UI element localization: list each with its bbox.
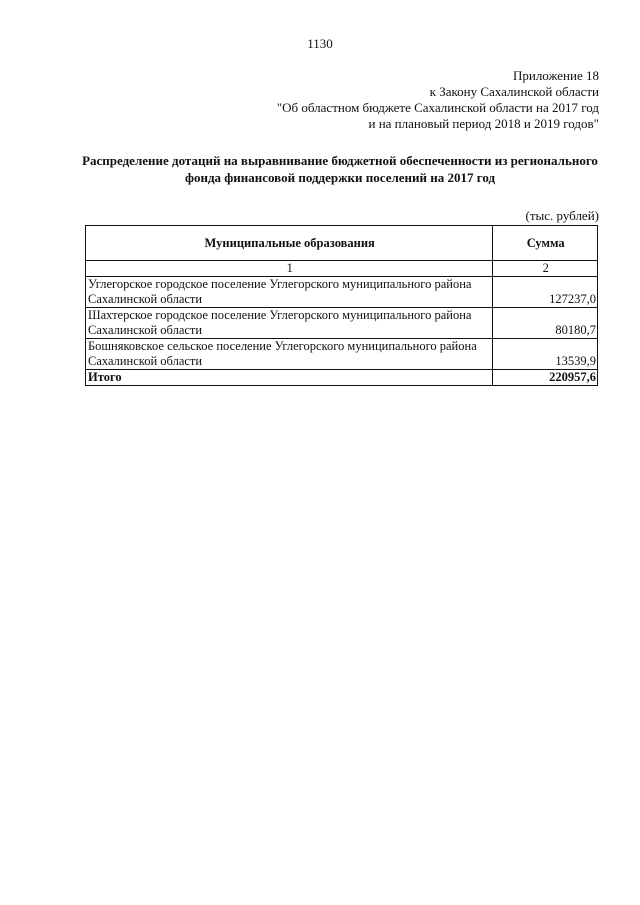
- municipality-name-line-1: Бошняковское сельское поселение Углегорского муниципального района: [88, 339, 477, 353]
- column-number-row: [86, 261, 598, 277]
- table-row: [86, 277, 598, 308]
- page-number: 1130: [307, 36, 333, 51]
- subsidy-table: [85, 225, 598, 386]
- municipality-name: [86, 308, 493, 339]
- header-sum: Сумма: [493, 226, 598, 261]
- municipality-name-line-2: Сахалинской области: [88, 323, 203, 337]
- header-municipalities: Муниципальные образования: [86, 226, 493, 261]
- table-row: [86, 339, 598, 370]
- subsidy-sum: 13539,9: [493, 339, 598, 370]
- title-line-1: Распределение дотаций на выравнивание бюджетной обеспеченности из регионального: [82, 153, 598, 168]
- total-label: Итого: [86, 370, 493, 386]
- appendix-line-4: и на плановый период 2018 и 2019 годов": [368, 116, 599, 131]
- total-sum: 220957,6: [493, 370, 598, 386]
- municipality-name-line-2: Сахалинской области: [88, 354, 203, 368]
- appendix-line-1: Приложение 18: [512, 68, 599, 83]
- document-title: [60, 152, 620, 186]
- municipality-name: [86, 277, 493, 308]
- title-line-2: фонда финансовой поддержки поселений на 2017 год: [184, 170, 496, 185]
- subsidy-sum: 80180,7: [493, 308, 598, 339]
- column-number-2: 2: [493, 261, 598, 277]
- municipality-name-line-1: Шахтерское городское поселение Углегорского муниципального района: [88, 308, 472, 322]
- municipality-name: [86, 339, 493, 370]
- table-row: [86, 308, 598, 339]
- subsidy-sum: 127237,0: [493, 277, 598, 308]
- appendix-line-2: к Закону Сахалинской области: [429, 84, 599, 99]
- table-header-row: [86, 226, 598, 261]
- total-row: [86, 370, 598, 386]
- municipality-name-line-2: Сахалинской области: [88, 292, 203, 306]
- municipality-name-line-1: Углегорское городское поселение Углегорского муниципального района: [88, 277, 472, 291]
- appendix-header: [277, 68, 599, 132]
- units-label: (тыс. рублей): [525, 208, 599, 223]
- column-number-1: 1: [86, 261, 493, 277]
- appendix-line-3: "Об областном бюджете Сахалинской области на 2017 год: [276, 100, 599, 115]
